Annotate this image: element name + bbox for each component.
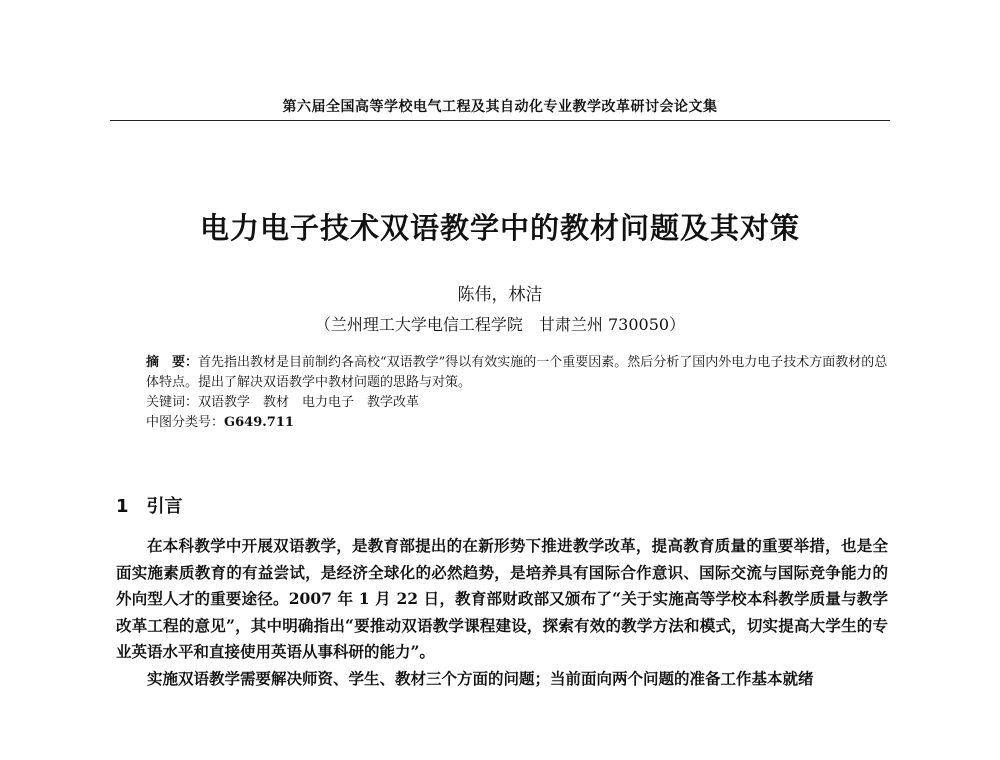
paragraph-1: 在本科教学中开展双语教学，是教育部提出的在新形势下推进教学改革，提高教育质量的重要举措，也是全面实施素质教育的有益尝试，是经济全球化的必然趋势，是培养具有国际合作意识、国际交流与国际竞争能力的外向型人才的重要途径。2007 年 1 月 22 日，教育部财政部又颁布了“关于实施高等学校本科教学质量与教学改革工程的意见”，其中明确指出“要推动双语教学课程建设，探索有效的教学方法和模式，切实提高大学生的专业英语水平和直接使用英语从事科研的能力”。 — [116, 536, 888, 661]
keywords-text: 双语教学 教材 电力电子 教学改革 — [198, 395, 420, 410]
abstract-block — [116, 353, 888, 433]
affiliation: （兰州理工大学电信工程学院 甘肃兰州 730050） — [314, 315, 686, 334]
section-number: 1 — [116, 496, 129, 517]
keywords-label: 关键词： — [146, 395, 199, 410]
clc-label: 中图分类号： — [146, 415, 225, 430]
classification — [116, 413, 888, 433]
header-rule — [110, 120, 890, 121]
authors: 陈伟，林洁 — [457, 285, 543, 305]
abstract-label: 摘 要： — [146, 355, 199, 370]
running-head: 第六届全国高等学校电气工程及其自动化专业教学改革研讨会论文集 — [282, 99, 718, 115]
clc-code: G649.711 — [224, 415, 294, 430]
section-heading — [116, 492, 183, 518]
body-text — [116, 533, 888, 692]
keywords — [116, 393, 888, 413]
abstract — [116, 353, 888, 393]
section-title: 引言 — [146, 496, 183, 517]
paragraph-2: 实施双语教学需要解决师资、学生、教材三个方面的问题；当前面向两个问题的准备工作基本就绪 — [147, 668, 814, 688]
abstract-text: 首先指出教材是目前制约各高校“双语教学”得以有效实施的一个重要因素。然后分析了国内外电力电子技术方面教材的总体特点。提出了解决双语教学中教材问题的思路与对策。 — [146, 355, 888, 390]
paper-title: 电力电子技术双语教学中的教材问题及其对策 — [199, 211, 800, 245]
